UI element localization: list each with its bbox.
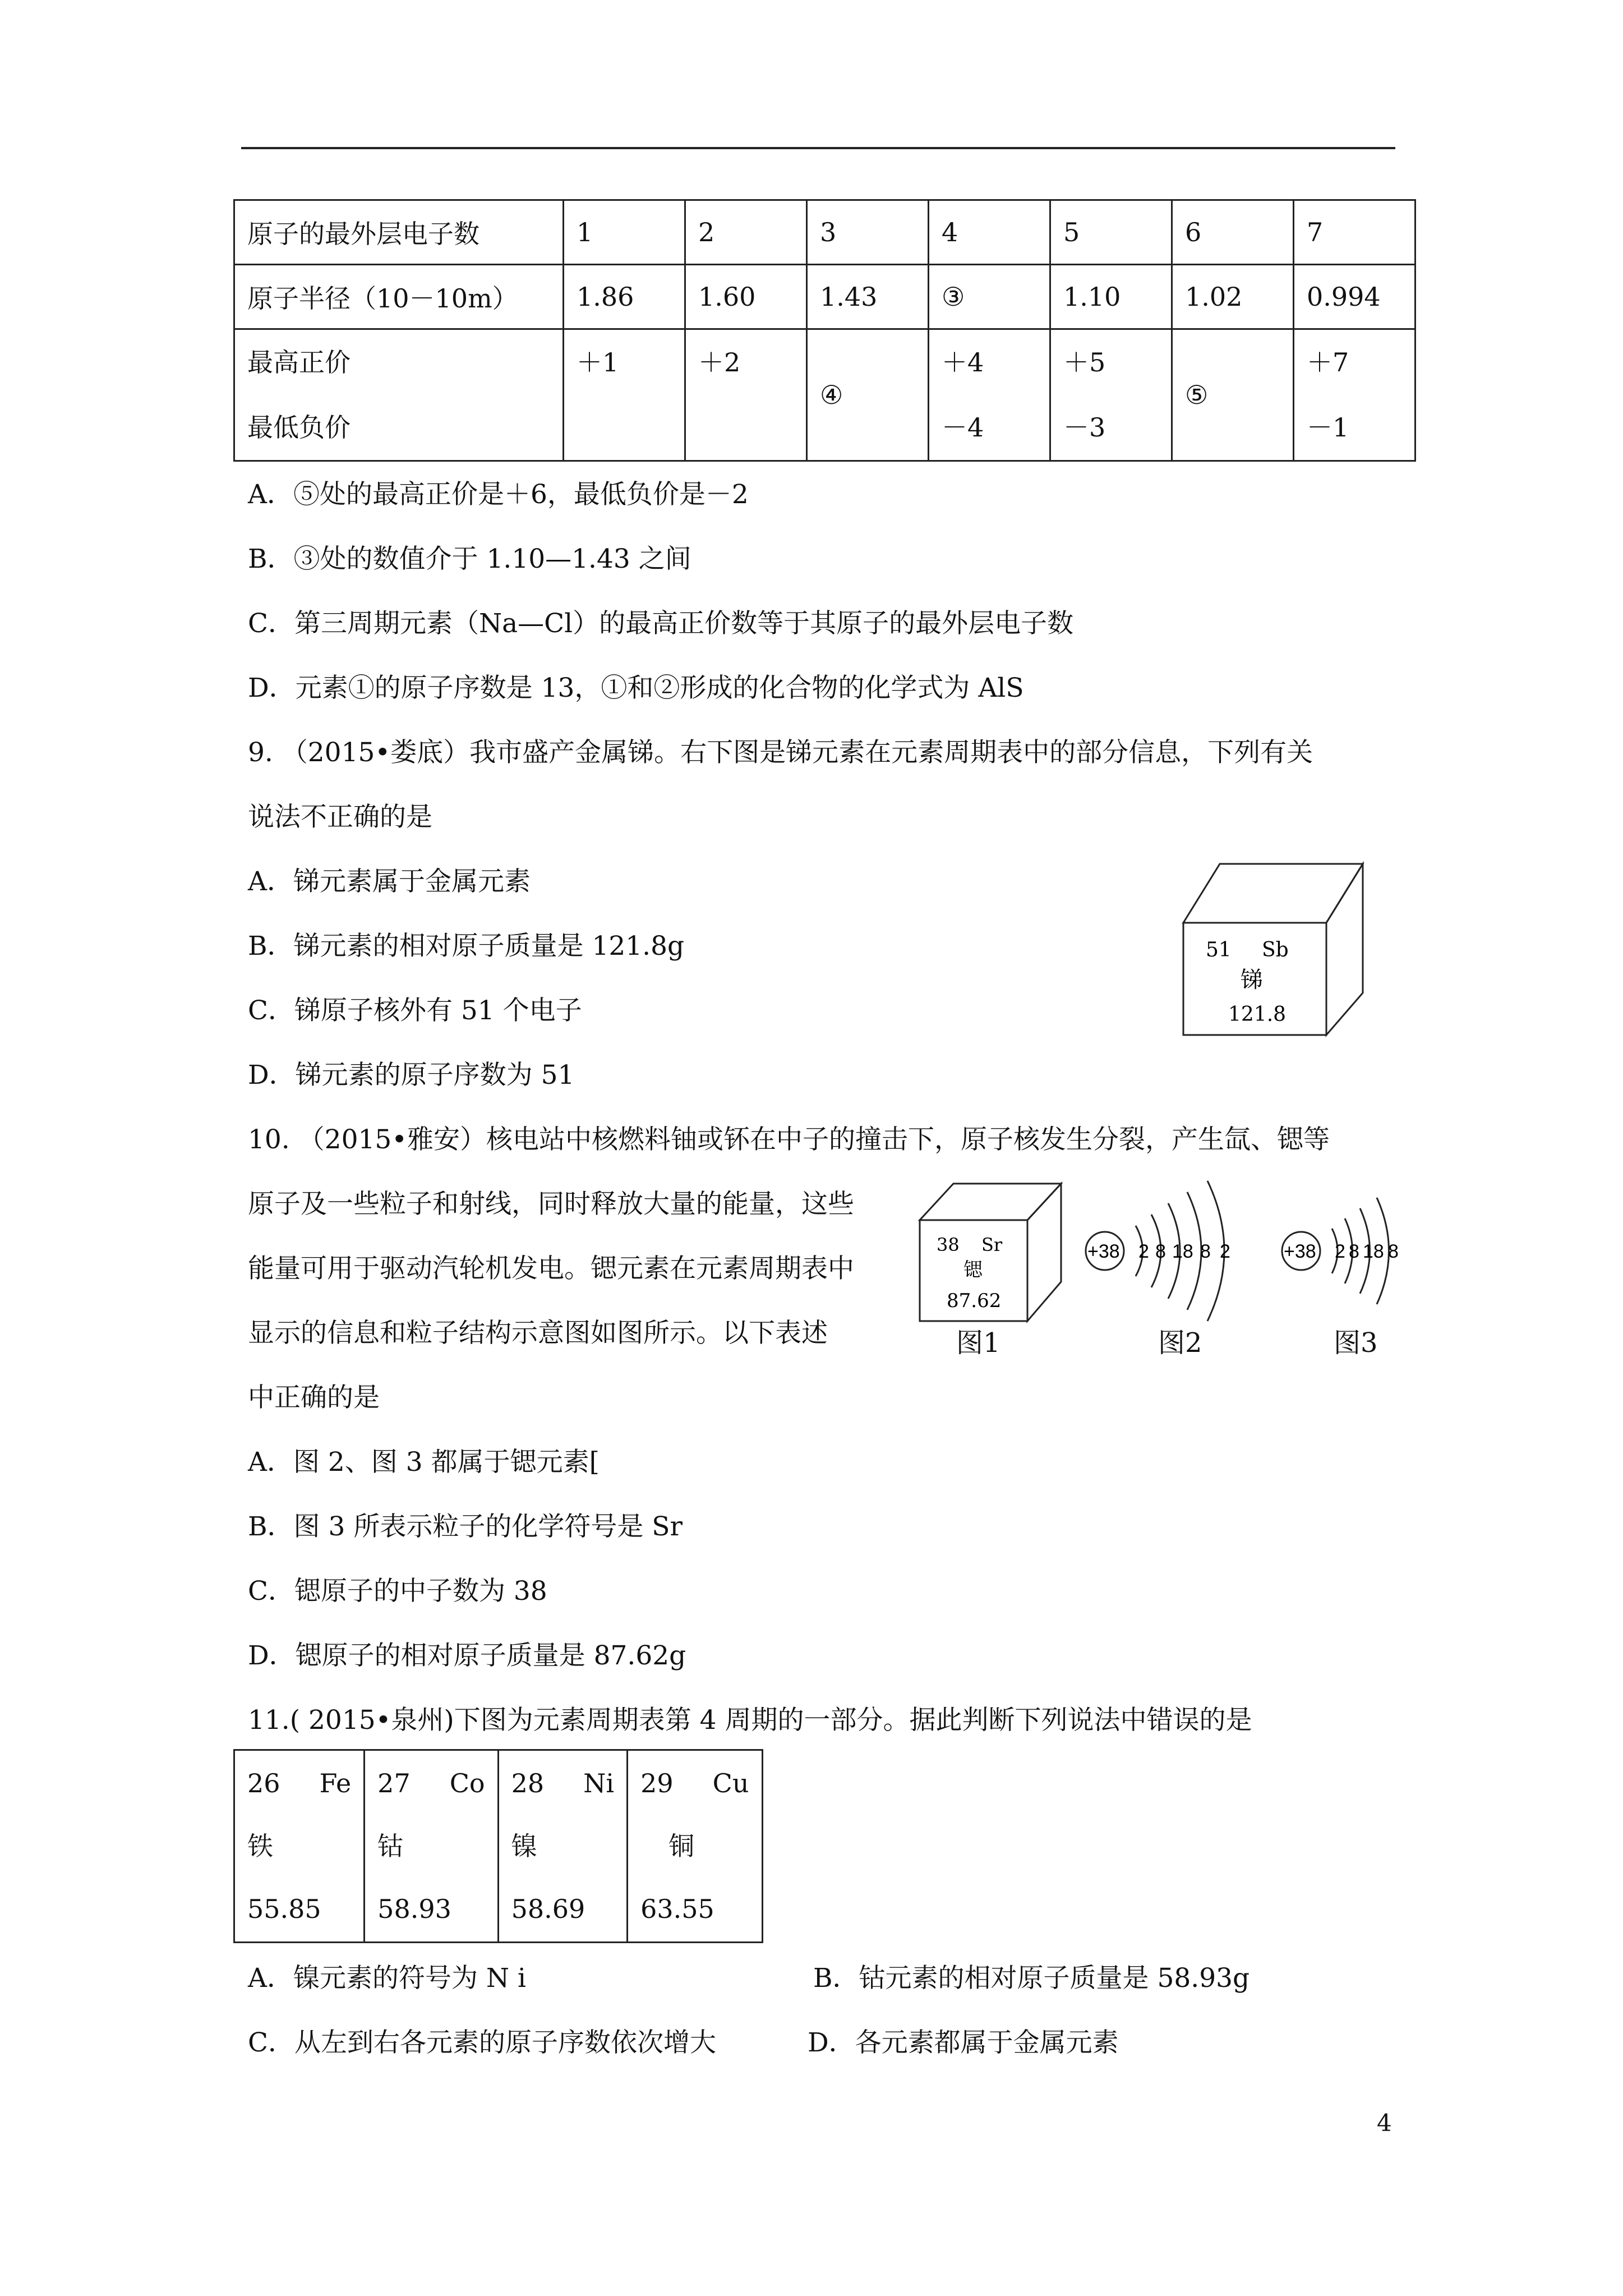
atomic-number: 27 [377, 1768, 411, 1798]
element-name: 镍 [511, 1831, 537, 1861]
q10-stem: 10. （2015•雅安）核电站中核燃料铀或钚在中子的撞击下，原子核发生分裂，产生氙、锶等 [248, 1124, 1330, 1155]
element-cell-cu [628, 1750, 762, 1943]
element-symbol: Co [449, 1768, 485, 1798]
atomic-mass: 58.69 [511, 1894, 585, 1924]
cell-bottom: －3 [1063, 412, 1106, 443]
cell-top: ＋5 [1063, 347, 1106, 378]
cube-number: 51 [1206, 938, 1232, 961]
fig1-caption: 图1 [956, 1327, 1000, 1359]
cube-number: 38 [937, 1234, 960, 1255]
q10-option-c: C．锶原子的中子数为 38 [248, 1576, 547, 1607]
q10-stem-cont: 能量可用于驱动汽轮机发电。锶元素在元素周期表中 [248, 1253, 854, 1284]
shell-count: 2 [1138, 1241, 1149, 1262]
q10-stem-cont: 显示的信息和粒子结构示意图如图所示。以下表述 [248, 1318, 828, 1349]
element-symbol: Cu [712, 1768, 749, 1798]
table-row [234, 265, 1415, 329]
row-label: 原子的最外层电子数 [234, 200, 564, 265]
shell-count: 8 [1155, 1241, 1166, 1262]
row-label: 原子半径（10－10m） [234, 265, 564, 329]
table-cell: ④ [807, 329, 929, 461]
nucleus-charge: +38 [1087, 1241, 1120, 1262]
shell-count: 8 [1349, 1241, 1359, 1262]
cube-name: 锶 [963, 1259, 983, 1281]
cell-bottom: －1 [1307, 412, 1349, 443]
q9-option-d: D．锑元素的原子序数为 51 [248, 1060, 575, 1091]
fig2-atom-structure [1080, 1167, 1298, 1324]
shell-count: 18 [1363, 1241, 1384, 1262]
element-name: 铜 [668, 1831, 695, 1861]
q8-option-b: B．③处的数值介于 1.10—1.43 之间 [248, 544, 691, 574]
shell-count: 2 [1220, 1241, 1230, 1262]
cube-mass: 87.62 [947, 1290, 1002, 1312]
fig3-caption: 图3 [1334, 1327, 1378, 1359]
table-cell: 0.994 [1294, 265, 1415, 329]
fig3-ion-structure [1279, 1167, 1408, 1324]
cell-top: ＋4 [942, 347, 984, 378]
shell-count: 2 [1335, 1241, 1345, 1262]
q9-stem-cont: 说法不正确的是 [248, 802, 432, 832]
label-top: 最高正价 [247, 347, 351, 378]
cube-name: 锑 [1241, 967, 1263, 993]
table-row [234, 1750, 763, 1943]
table-cell [1050, 329, 1172, 461]
element-cell-co [365, 1750, 498, 1943]
q11-option-a: A．镍元素的符号为 N i [248, 1963, 526, 1994]
nucleus-charge: +38 [1284, 1241, 1316, 1262]
element-name: 钴 [377, 1831, 404, 1861]
q9-stem: 9. （2015•娄底）我市盛产金属锑。右下图是锑元素在元素周期表中的部分信息，下列有关 [248, 737, 1313, 768]
table-cell: 1.43 [807, 265, 929, 329]
cell-bottom: －4 [942, 412, 984, 443]
q10-stem-cont: 原子及一些粒子和射线，同时释放大量的能量，这些 [248, 1189, 854, 1220]
table-cell [1294, 329, 1415, 461]
table-cell: 7 [1294, 200, 1415, 265]
q9-option-a: A．锑元素属于金属元素 [248, 866, 531, 897]
element-name: 铁 [247, 1831, 273, 1861]
q9-option-c: C．锑原子核外有 51 个电子 [248, 995, 582, 1026]
table-cell [929, 329, 1050, 461]
shell-count: 8 [1200, 1241, 1211, 1262]
header-rule [241, 147, 1395, 149]
q9-option-b: B．锑元素的相对原子质量是 121.8g [248, 931, 685, 961]
atomic-number: 28 [511, 1768, 545, 1798]
atomic-number: 29 [640, 1768, 674, 1798]
strontium-cube [914, 1178, 1066, 1324]
antimony-cube [1178, 853, 1380, 1038]
q11-option-b: B．钴元素的相对原子质量是 58.93g [813, 1963, 1250, 1994]
element-symbol: Fe [319, 1768, 352, 1798]
cube-symbol: Sb [1262, 938, 1289, 961]
label-bottom: 最低负价 [247, 412, 351, 443]
q8-option-c: C．第三周期元素（Na—Cl）的最高正价数等于其原子的最外层电子数 [248, 608, 1074, 639]
atomic-number: 26 [247, 1768, 280, 1798]
table-cell: 1.10 [1050, 265, 1172, 329]
element-properties-table [233, 199, 1416, 462]
fig2-caption: 图2 [1158, 1327, 1202, 1359]
q10-option-b: B．图 3 所表示粒子的化学符号是 Sr [248, 1511, 683, 1542]
atomic-mass: 55.85 [247, 1894, 321, 1924]
q10-stem-cont: 中正确的是 [248, 1382, 380, 1413]
table-cell: 5 [1050, 200, 1172, 265]
period4-elements-table [233, 1749, 763, 1943]
table-cell [564, 329, 685, 461]
shell-count: 18 [1172, 1241, 1193, 1262]
table-cell: 1.60 [685, 265, 807, 329]
cell-top: ＋1 [577, 347, 619, 378]
atomic-mass: 63.55 [640, 1894, 714, 1924]
table-cell: ⑤ [1172, 329, 1294, 461]
table-cell [685, 329, 807, 461]
q11-stem: 11.( 2015•泉州)下图为元素周期表第 4 周期的一部分。据此判断下列说法中错误的是 [248, 1705, 1252, 1736]
element-symbol: Ni [583, 1768, 615, 1798]
table-row [234, 329, 1415, 461]
table-cell: 1 [564, 200, 685, 265]
shell-count: 8 [1388, 1241, 1399, 1262]
q10-option-a: A．图 2、图 3 都属于锶元素[ [248, 1447, 600, 1478]
cell-top: ＋2 [698, 347, 741, 378]
element-cell-ni [498, 1750, 628, 1943]
table-cell: 2 [685, 200, 807, 265]
cell-top: ＋7 [1307, 347, 1349, 378]
q8-option-d: D．元素①的原子序数是 13，①和②形成的化合物的化学式为 AlS [248, 673, 1024, 703]
element-cell-fe [234, 1750, 365, 1943]
q11-option-d: D．各元素都属于金属元素 [808, 2027, 1119, 2058]
q10-option-d: D．锶原子的相对原子质量是 87.62g [248, 1640, 686, 1671]
table-cell: 6 [1172, 200, 1294, 265]
table-cell: 1.02 [1172, 265, 1294, 329]
row-label [234, 329, 564, 461]
cube-mass: 121.8 [1228, 1003, 1287, 1026]
atomic-mass: 58.93 [377, 1894, 451, 1924]
q8-option-a: A．⑤处的最高正价是＋6，最低负价是－2 [248, 479, 749, 510]
table-row [234, 200, 1415, 265]
cube-symbol: Sr [981, 1234, 1003, 1255]
table-cell: 4 [929, 200, 1050, 265]
table-cell: 3 [807, 200, 929, 265]
table-cell: 1.86 [564, 265, 685, 329]
table-cell: ③ [929, 265, 1050, 329]
q11-option-c: C．从左到右各元素的原子序数依次增大 [248, 2027, 716, 2058]
page-number: 4 [1377, 2109, 1392, 2137]
